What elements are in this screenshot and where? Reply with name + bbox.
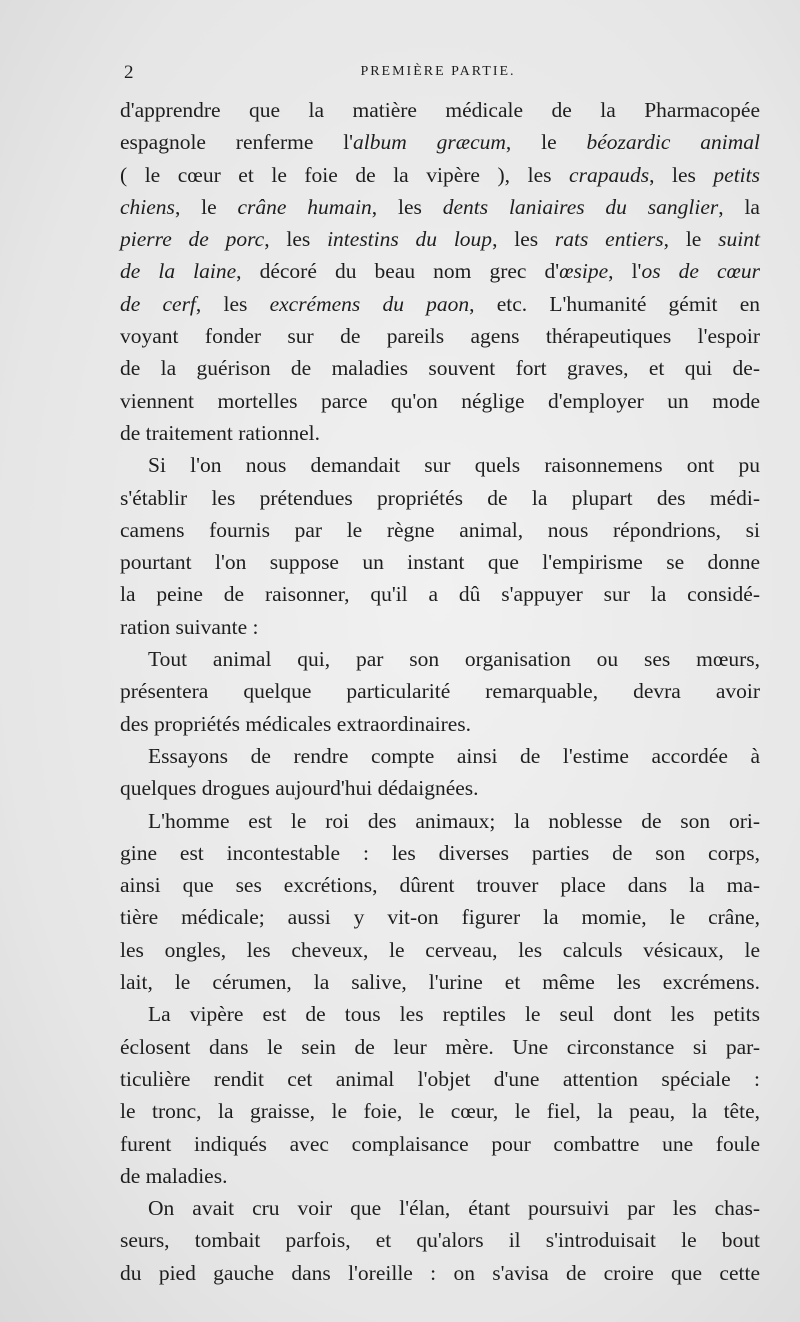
text-segment: On avait cru voir que l'élan, étant poursuivi par les chas- — [148, 1196, 760, 1221]
italic-text: de la laine — [120, 259, 237, 284]
italic-text: album græcum — [353, 130, 506, 155]
text-segment: Si l'on nous demandait sur quels raisonnemens ont pu — [148, 453, 760, 478]
text-line — [120, 1128, 760, 1160]
text-line — [120, 675, 760, 707]
text-segment: la peine de raisonner, qu'il a dû s'appuyer sur la considé- — [120, 582, 760, 607]
text-segment: s'établir les prétendues propriétés de la plupart des médi- — [120, 485, 760, 510]
text-line — [120, 546, 760, 578]
text-line — [120, 288, 760, 320]
text-line — [120, 1257, 760, 1289]
text-line — [120, 1095, 760, 1127]
italic-text: béozardic animal — [586, 130, 760, 155]
page-header — [118, 62, 758, 86]
italic-text: de cerf — [120, 291, 196, 316]
text-segment: ( le cœur et le foie de la vipère ), les — [120, 162, 570, 187]
text-segment: viennent mortelles parce qu'on néglige d'employer un mode — [120, 388, 760, 413]
text-line — [120, 191, 760, 223]
text-line — [120, 578, 760, 610]
italic-text: pierre de porc — [120, 227, 265, 252]
text-segment: lait, le cérumen, la salive, l'urine et même les excrémens. — [120, 970, 760, 995]
italic-text: dents laniaires du sanglier — [442, 194, 719, 219]
text-segment: , le — [174, 194, 238, 219]
italic-text: suint — [718, 227, 760, 252]
italic-text: œsipe — [559, 259, 609, 284]
text-line — [120, 611, 760, 643]
text-segment: d'apprendre que la matière médicale de la Pharmacopée — [120, 98, 760, 122]
text-line — [120, 966, 760, 998]
text-segment: de traitement rationnel. — [120, 420, 320, 445]
text-segment: , la — [718, 194, 760, 219]
text-segment: , l' — [608, 259, 642, 284]
text-segment: , le — [505, 130, 587, 155]
text-segment: tière médicale; aussi y vit-on figurer la momie, le crâne, — [120, 905, 760, 930]
text-line — [120, 320, 760, 352]
text-segment: , décoré du beau nom grec d' — [236, 259, 560, 284]
italic-text: crapauds — [569, 162, 650, 187]
text-line — [120, 482, 760, 514]
text-segment: du pied gauche dans l'oreille : on s'avisa de croire que cette — [120, 1260, 760, 1285]
text-segment: , etc. L'humanité gémit en — [469, 291, 761, 316]
text-segment: éclosent dans le sein de leur mère. Une circonstance si par- — [120, 1034, 760, 1059]
text-segment: de maladies. — [120, 1163, 228, 1188]
text-segment: furent indiqués avec complaisance pour combattre une foule — [120, 1131, 760, 1156]
text-line — [120, 159, 760, 191]
body-text — [120, 94, 760, 1289]
text-segment: ration suivante : — [120, 614, 259, 639]
text-segment: présentera quelque particularité remarquable, devra avoir — [120, 679, 760, 704]
text-line — [120, 514, 760, 546]
text-line — [120, 837, 760, 869]
text-line — [120, 1160, 760, 1192]
text-line — [120, 1224, 760, 1256]
text-segment: , les — [195, 291, 270, 316]
text-segment: voyant fonder sur de pareils agens thérapeutiques l'espoir — [120, 324, 760, 349]
text-line — [120, 869, 760, 901]
text-segment: les ongles, les cheveux, le cerveau, les calculs vésicaux, le — [120, 937, 760, 962]
text-segment: de la guérison de maladies souvent fort graves, et qui de- — [120, 356, 760, 381]
text-line — [120, 1192, 760, 1224]
text-line — [120, 740, 760, 772]
text-segment: le tronc, la graisse, le foie, le cœur, le fiel, la peau, la tête, — [120, 1099, 760, 1124]
text-segment: , le — [663, 227, 719, 252]
italic-text: chiens — [120, 194, 175, 219]
text-line — [120, 772, 760, 804]
text-segment: L'homme est le roi des animaux; la noblesse de son ori- — [148, 808, 760, 833]
text-line — [120, 449, 760, 481]
text-line — [120, 901, 760, 933]
text-line — [120, 352, 760, 384]
text-line — [120, 126, 760, 158]
text-line — [120, 805, 760, 837]
text-segment: La vipère est de tous les reptiles le seul dont les petits — [148, 1002, 760, 1027]
text-line — [120, 1031, 760, 1063]
text-line — [120, 998, 760, 1030]
running-head: PREMIÈRE PARTIE. — [360, 64, 516, 79]
text-segment: ainsi que ses excrétions, dûrent trouver place dans la ma- — [120, 873, 760, 898]
italic-text: petits — [713, 162, 760, 187]
text-segment: Tout animal qui, par son organisation ou ses mœurs, — [148, 647, 760, 672]
text-segment: seurs, tombait parfois, et qu'alors il s'introduisait le bout — [120, 1228, 760, 1253]
text-segment: quelques drogues aujourd'hui dédaignées. — [120, 776, 479, 801]
italic-text: intestins du loup — [327, 227, 493, 252]
text-line — [120, 1063, 760, 1095]
italic-text: crâne humain — [237, 194, 372, 219]
text-line — [120, 223, 760, 255]
text-line — [120, 417, 760, 449]
italic-text: rats entiers — [554, 227, 664, 252]
page-number: 2 — [124, 62, 134, 83]
text-segment: , les — [492, 227, 555, 252]
text-line — [120, 385, 760, 417]
text-segment: Essayons de rendre compte ainsi de l'estime accordée à — [148, 743, 760, 768]
text-segment: , les — [264, 227, 328, 252]
text-segment: ticulière rendit cet animal l'objet d'une attention spéciale : — [120, 1066, 760, 1091]
text-line — [120, 643, 760, 675]
text-line — [120, 255, 760, 287]
text-line — [120, 934, 760, 966]
text-segment: pourtant l'on suppose un instant que l'empirisme se donne — [120, 550, 760, 575]
text-segment: espagnole renferme l' — [120, 130, 354, 155]
text-segment: des propriétés médicales extraordinaires. — [120, 711, 472, 736]
text-line — [120, 708, 760, 740]
text-line — [120, 94, 760, 126]
italic-text: os de cœur — [641, 259, 760, 284]
text-segment: gine est incontestable : les diverses parties de son corps, — [120, 840, 760, 865]
text-segment: , les — [649, 162, 714, 187]
italic-text: excrémens du paon — [269, 291, 470, 316]
text-segment: camens fournis par le règne animal, nous répondrions, si — [120, 517, 760, 542]
text-segment: , les — [371, 194, 443, 219]
